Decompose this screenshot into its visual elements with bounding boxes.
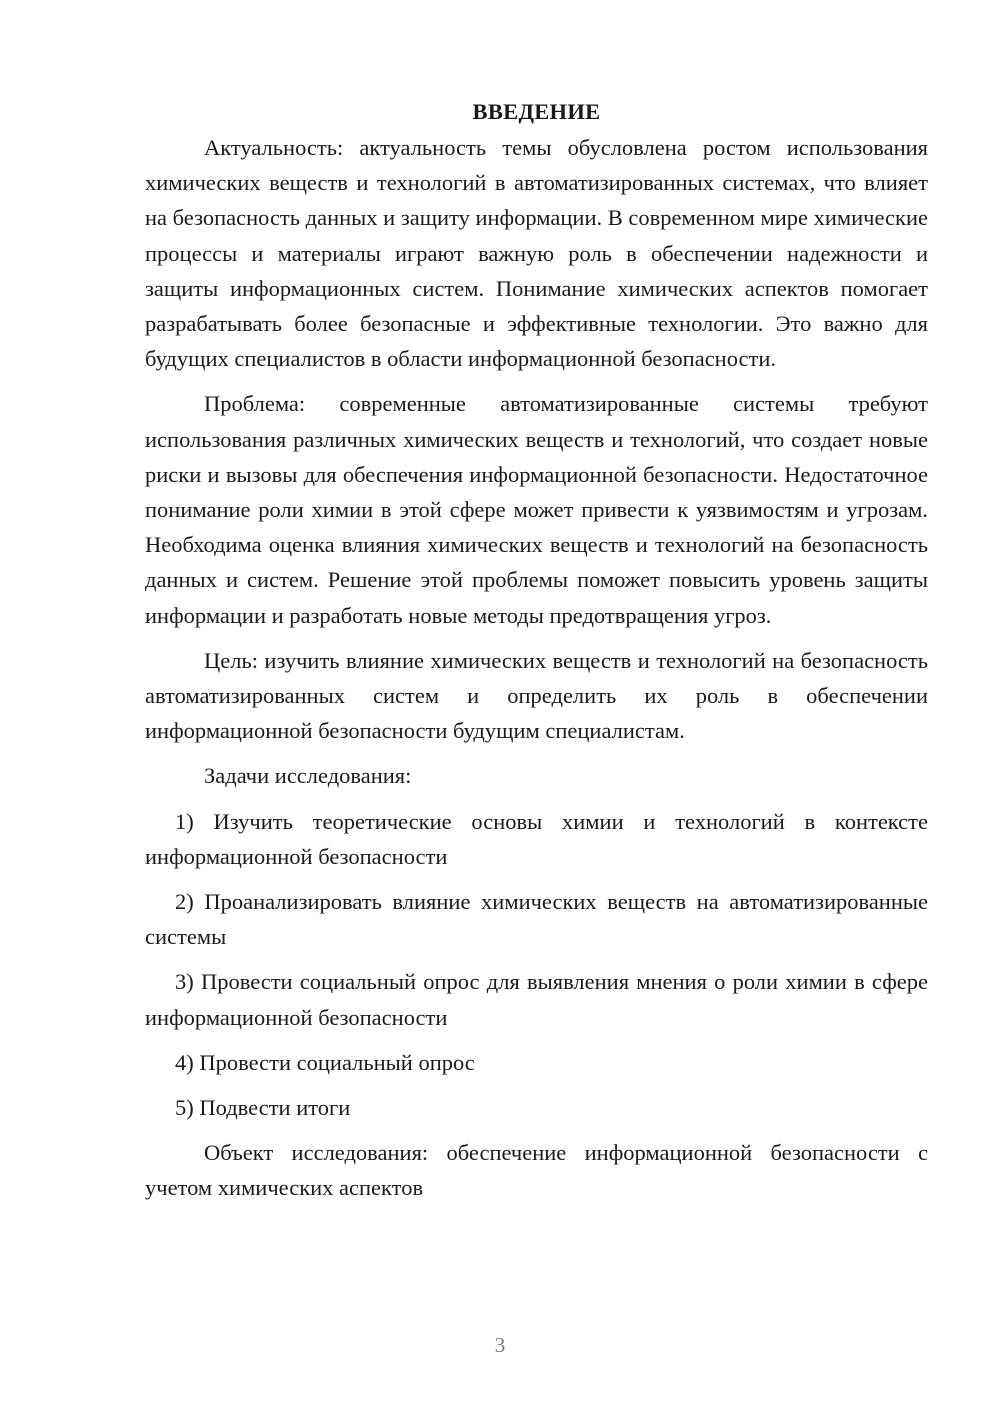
section-title: ВВЕДЕНИЕ [472,99,601,124]
paragraph-goal: Цель: изучить влияние химических веществ и технологий на безопасность автоматизированных систем и определить их роль в обеспечении информационной безопасности будущим специалистам. [145,647,928,744]
paragraph-problem: Проблема: современные автоматизированные системы требуют использования различных химических веществ и технологий, что создает новые риски и вызовы для обеспечения информационной безопасности. Недостаточное понимание роли химии в этой сфере может привести к уязвимостям и угрозам. Необходима оценка влияния химических веществ и технологий на безопасность данных и систем. Решение этой проблемы поможет повысить уровень защиты информации и разработать новые методы предотвращения угроз. [145,391,928,628]
task-item-3: 3) Провести социальный опрос для выявления мнения о роли химии в сфере информационной безопасности [145,969,928,1030]
tasks-heading: Задачи исследования: [204,763,412,789]
task-item-1: 1) Изучить теоретические основы химии и технологий в контексте информационной безопасности [145,808,928,869]
page-number: 3 [494,1333,506,1357]
paragraph-relevance: Актуальность: актуальность темы обусловлена ростом использования химических веществ и технологий в автоматизированных системах, что влияет на безопасность данных и защиту информации. В современном мире химические процессы и материалы играют важную роль в обеспечении надежности и защиты информационных систем. Понимание химических аспектов помогает разрабатывать более безопасные и эффективные технологии. Это важно для будущих специалистов в области информационной безопасности. [145,135,928,372]
paragraph-object: Объект исследования: обеспечение информационной безопасности с учетом химических аспектов [145,1140,928,1201]
task-item-4: 4) Провести социальный опрос [175,1049,475,1075]
task-item-2: 2) Проанализировать влияние химических веществ на автоматизированные системы [145,889,928,950]
document-page [145,94,928,1216]
task-item-5: 5) Подвести итоги [175,1095,351,1121]
